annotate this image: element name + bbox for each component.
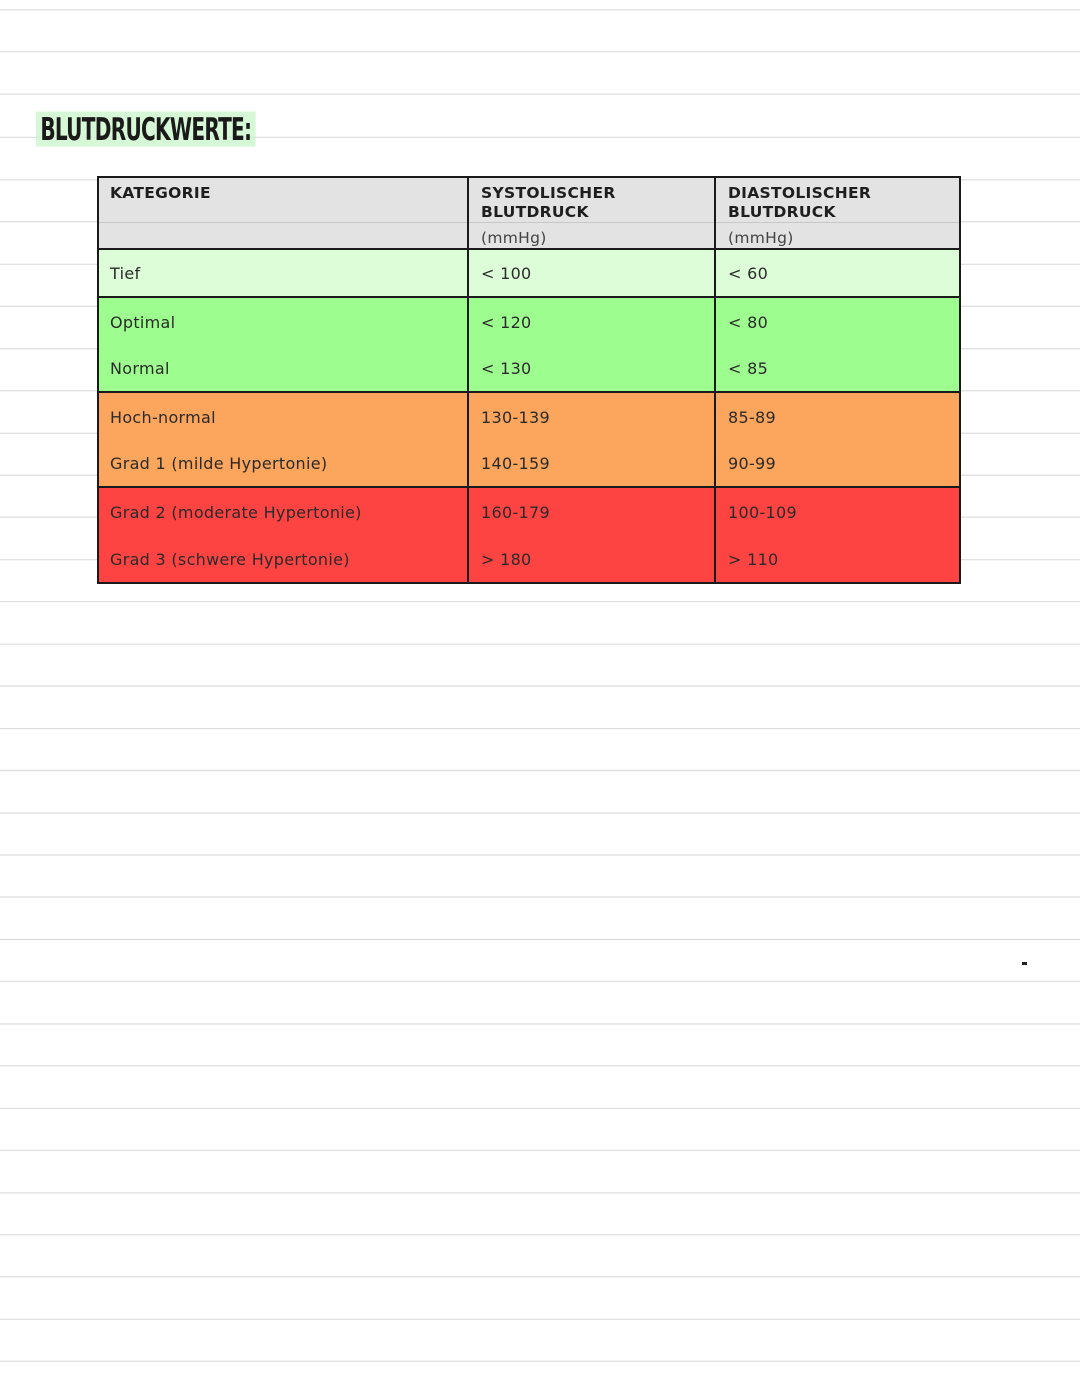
table-cell-systolisch: < 100 bbox=[467, 250, 714, 298]
table-cell-kategorie: Optimal bbox=[99, 298, 467, 346]
table-cell-diastolisch: 85-89 bbox=[714, 393, 959, 441]
table-cell-kategorie: Normal bbox=[99, 346, 467, 393]
blood-pressure-table bbox=[97, 176, 961, 584]
header-systolisch bbox=[467, 178, 714, 250]
table-cell-diastolisch: 100-109 bbox=[714, 488, 959, 536]
header-label: DIASTOLISCHER BLUTDRUCK bbox=[728, 184, 872, 221]
table-cell-kategorie: Tief bbox=[99, 250, 467, 298]
table-cell-diastolisch: < 85 bbox=[714, 346, 959, 393]
header-label: SYSTOLISCHER BLUTDRUCK bbox=[481, 184, 616, 221]
table-cell-systolisch: 130-139 bbox=[467, 393, 714, 441]
header-divider bbox=[469, 222, 714, 223]
table-cell-systolisch: 140-159 bbox=[467, 441, 714, 488]
table-cell-systolisch: > 180 bbox=[467, 536, 714, 582]
table-cell-systolisch: < 120 bbox=[467, 298, 714, 346]
table-cell-diastolisch: < 80 bbox=[714, 298, 959, 346]
table-cell-kategorie: Hoch-normal bbox=[99, 393, 467, 441]
table-cell-diastolisch: > 110 bbox=[714, 536, 959, 582]
header-divider bbox=[99, 222, 467, 223]
table-cell-diastolisch: 90-99 bbox=[714, 441, 959, 488]
header-kategorie bbox=[99, 178, 467, 250]
page-title: BLUTDRUCKWERTE: bbox=[36, 108, 256, 152]
header-unit: (mmHg) bbox=[481, 229, 547, 247]
header-divider bbox=[716, 222, 959, 223]
table-cell-systolisch: 160-179 bbox=[467, 488, 714, 536]
table-cell-kategorie: Grad 2 (moderate Hypertonie) bbox=[99, 488, 467, 536]
header-diastolisch bbox=[714, 178, 959, 250]
header-unit: (mmHg) bbox=[728, 229, 794, 247]
header-label: KATEGORIE bbox=[110, 184, 211, 202]
table-cell-kategorie: Grad 1 (milde Hypertonie) bbox=[99, 441, 467, 488]
table-cell-kategorie: Grad 3 (schwere Hypertonie) bbox=[99, 536, 467, 582]
table-cell-systolisch: < 130 bbox=[467, 346, 714, 393]
pen-mark bbox=[1022, 962, 1027, 965]
table-cell-diastolisch: < 60 bbox=[714, 250, 959, 298]
